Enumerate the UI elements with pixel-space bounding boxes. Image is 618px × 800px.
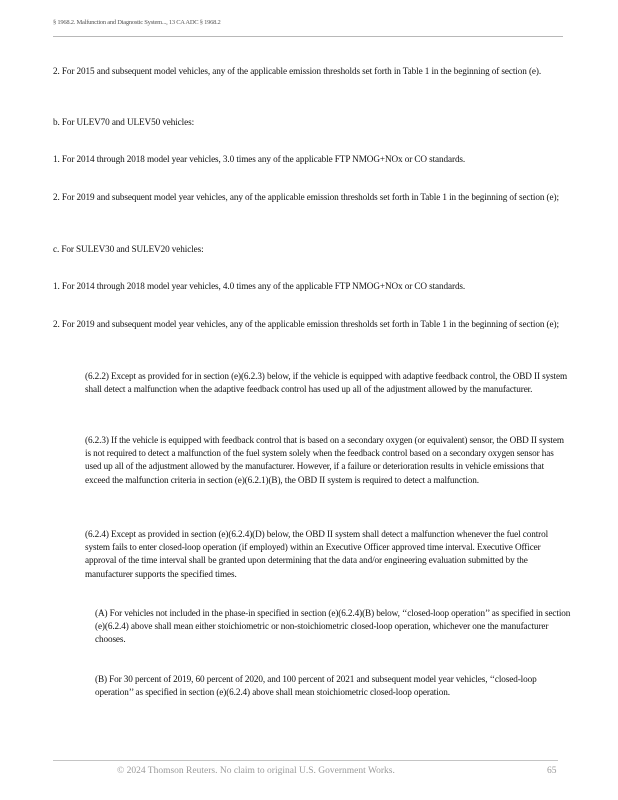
paragraph-ulev-2019: 2. For 2019 and subsequent model year vehicles, any of the applicable emission thresholds set forth in Table 1 in the beginning of section (e);	[53, 192, 559, 202]
paragraph-ulev-2014: 1. For 2014 through 2018 model year vehicles, 3.0 times any of the applicable FTP NMOG+NOx or CO standards.	[53, 154, 466, 164]
paragraph-sulev-2014: 1. For 2014 through 2018 model year vehicles, 4.0 times any of the applicable FTP NMOG+NOx or CO standards.	[53, 281, 466, 291]
footer-copyright: © 2024 Thomson Reuters. No claim to original U.S. Government Works.	[117, 766, 395, 776]
header-citation: § 1968.2. Malfunction and Diagnostic System..., 13 CA ADC § 1968.2	[53, 19, 221, 26]
paragraph-6-2-3: (6.2.3) If the vehicle is equipped with feedback control that is based on a secondary oxygen (or equivalent) sensor, the OBD II system is not required to detect a malfunction of the fuel system solely when the feedback control based on a secondary oxygen sensor has used up all of the adjustment allowed by the manufacturer. However, if a failure or deterioration results in vehicle emissions that exceed the malfunction criteria in section (e)(6.2.1)(B), the OBD II system is required to detect a malfunction.	[85, 435, 564, 485]
page-number: 65	[547, 766, 557, 776]
header-divider	[53, 36, 563, 37]
paragraph-sulev-2019: 2. For 2019 and subsequent model year vehicles, any of the applicable emission thresholds set forth in Table 1 in the beginning of section (e);	[53, 319, 559, 329]
paragraph-sulev-heading: c. For SULEV30 and SULEV20 vehicles:	[53, 244, 204, 254]
paragraph-6-2-4: (6.2.4) Except as provided in section (e)(6.2.4)(D) below, the OBD II system shall detect a malfunction whenever the fuel control system fails to enter closed-loop operation (if employed) within an Executive Officer approved time interval. Executive Officer approval of the time interval shall be granted upon determining that the data and/or engineering evaluation submitted by the manufacturer supports the specified times.	[85, 529, 549, 579]
paragraph-6-2-4-b: (B) For 30 percent of 2019, 60 percent of 2020, and 100 percent of 2021 and subsequent model year vehicles, ‘‘closed-loop operation’’ as specified in section (e)(6.2.4) above shall mean stoichiometric closed-loop operation.	[95, 674, 537, 698]
paragraph-6-2-2: (6.2.2) Except as provided for in section (e)(6.2.3) below, if the vehicle is equipped with adaptive feedback control, the OBD II system shall detect a malfunction when the adaptive feedback control has used up all of the adjustment allowed by the manufacturer.	[85, 371, 568, 395]
footer-divider	[53, 760, 558, 761]
paragraph-2015-thresholds: 2. For 2015 and subsequent model vehicles, any of the applicable emission thresholds set forth in Table 1 in the beginning of section (e).	[53, 66, 542, 76]
paragraph-6-2-4-a: (A) For vehicles not included in the phase-in specified in section (e)(6.2.4)(B) below, ‘‘closed-loop operation’’ as specified in section (e)(6.2.4) above shall mean either stoichiometric or non-stoichiometric closed-loop operation, whichever one the manufacturer chooses.	[95, 608, 571, 645]
paragraph-ulev-heading: b. For ULEV70 and ULEV50 vehicles:	[53, 117, 195, 127]
